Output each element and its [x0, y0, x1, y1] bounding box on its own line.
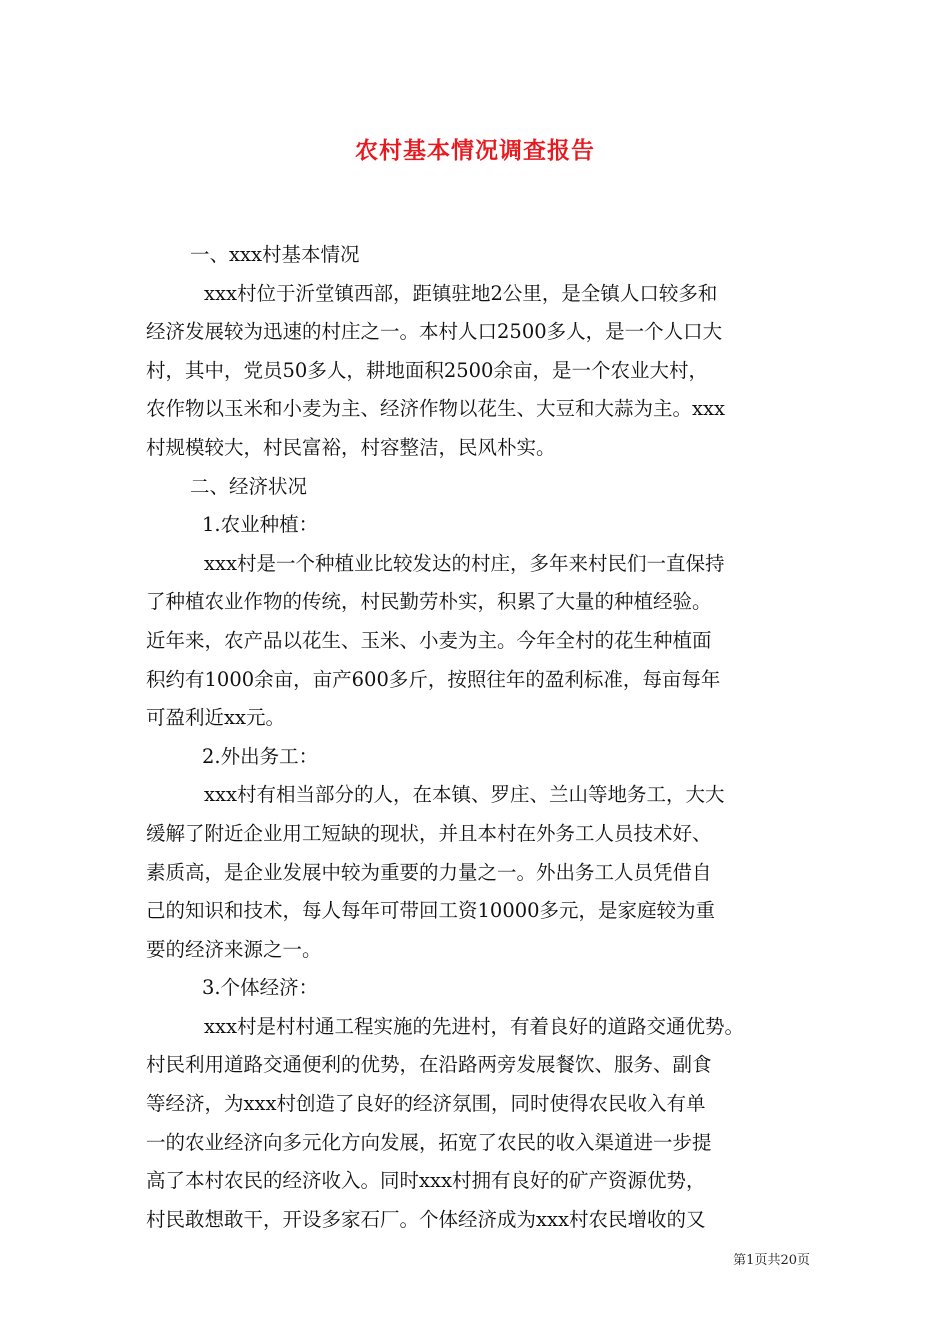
paragraph-line: 等经济，为xxx村创造了良好的经济氛围，同时使得农民收入有单 [146, 1092, 706, 1116]
paragraph-line: 农作物以玉米和小麦为主、经济作物以花生、大豆和大蒜为主。xxx [146, 397, 725, 421]
paragraph-line: xxx村有相当部分的人，在本镇、罗庄、兰山等地务工，大大 [204, 783, 725, 807]
paragraph-line: 近年来，农产品以花生、玉米、小麦为主。今年全村的花生种植面 [146, 628, 712, 652]
section-heading: 一、xxx村基本情况 [190, 243, 360, 266]
paragraph-line: xxx村位于沂堂镇西部，距镇驻地2公里，是全镇人口较多和 [204, 281, 718, 305]
paragraph-line: xxx村是一个种植业比较发达的村庄，多年来村民们一直保持 [204, 551, 725, 575]
paragraph-line: 己的知识和技术，每人每年可带回工资10000多元，是家庭较为重 [146, 899, 716, 923]
paragraph-line: 村民敢想敢干，开设多家石厂。个体经济成为xxx村农民增收的又 [146, 1207, 706, 1231]
paragraph-line: 了种植农业作物的传统，村民勤劳朴实，积累了大量的种植经验。 [146, 590, 712, 614]
paragraph-line: 村规模较大，村民富裕，村容整洁，民风朴实。 [146, 435, 556, 459]
paragraph-line: 村，其中，党员50多人，耕地面积2500余亩，是一个农业大村， [146, 358, 708, 382]
paragraph-line: 高了本村农民的经济收入。同时xxx村拥有良好的矿产资源优势， [146, 1169, 706, 1193]
paragraph-line: 一的农业经济向多元化方向发展，拓宽了农民的收入渠道进一步提 [146, 1130, 712, 1154]
paragraph-line: 经济发展较为迅速的村庄之一。本村人口2500多人，是一个人口大 [146, 320, 723, 344]
paragraph-line: 积约有1000余亩，亩产600多斤，按照往年的盈利标准，每亩每年 [146, 667, 721, 691]
paragraph-line: 缓解了附近企业用工短缺的现状，并且本村在外务工人员技术好、 [146, 821, 712, 845]
document-title: 农村基本情况调查报告 [355, 137, 595, 164]
document-body [146, 236, 810, 1239]
page-number: 第1页共20页 [733, 1253, 810, 1268]
paragraph-line: 村民利用道路交通便利的优势，在沿路两旁发展餐饮、服务、副食 [146, 1053, 712, 1077]
section-heading: 二、经济状况 [190, 474, 308, 498]
paragraph-line: 要的经济来源之一。 [146, 937, 322, 961]
subsection-heading: 2.外出务工： [202, 744, 319, 768]
paragraph-line: xxx村是村村通工程实施的先进村，有着良好的道路交通优势。 [204, 1014, 744, 1038]
paragraph-line: 可盈利近xx元。 [146, 706, 285, 730]
subsection-heading: 1.农业种植： [202, 513, 319, 537]
paragraph-line: 素质高，是企业发展中较为重要的力量之一。外出务工人员凭借自 [146, 860, 712, 884]
subsection-heading: 3.个体经济： [202, 976, 319, 1000]
